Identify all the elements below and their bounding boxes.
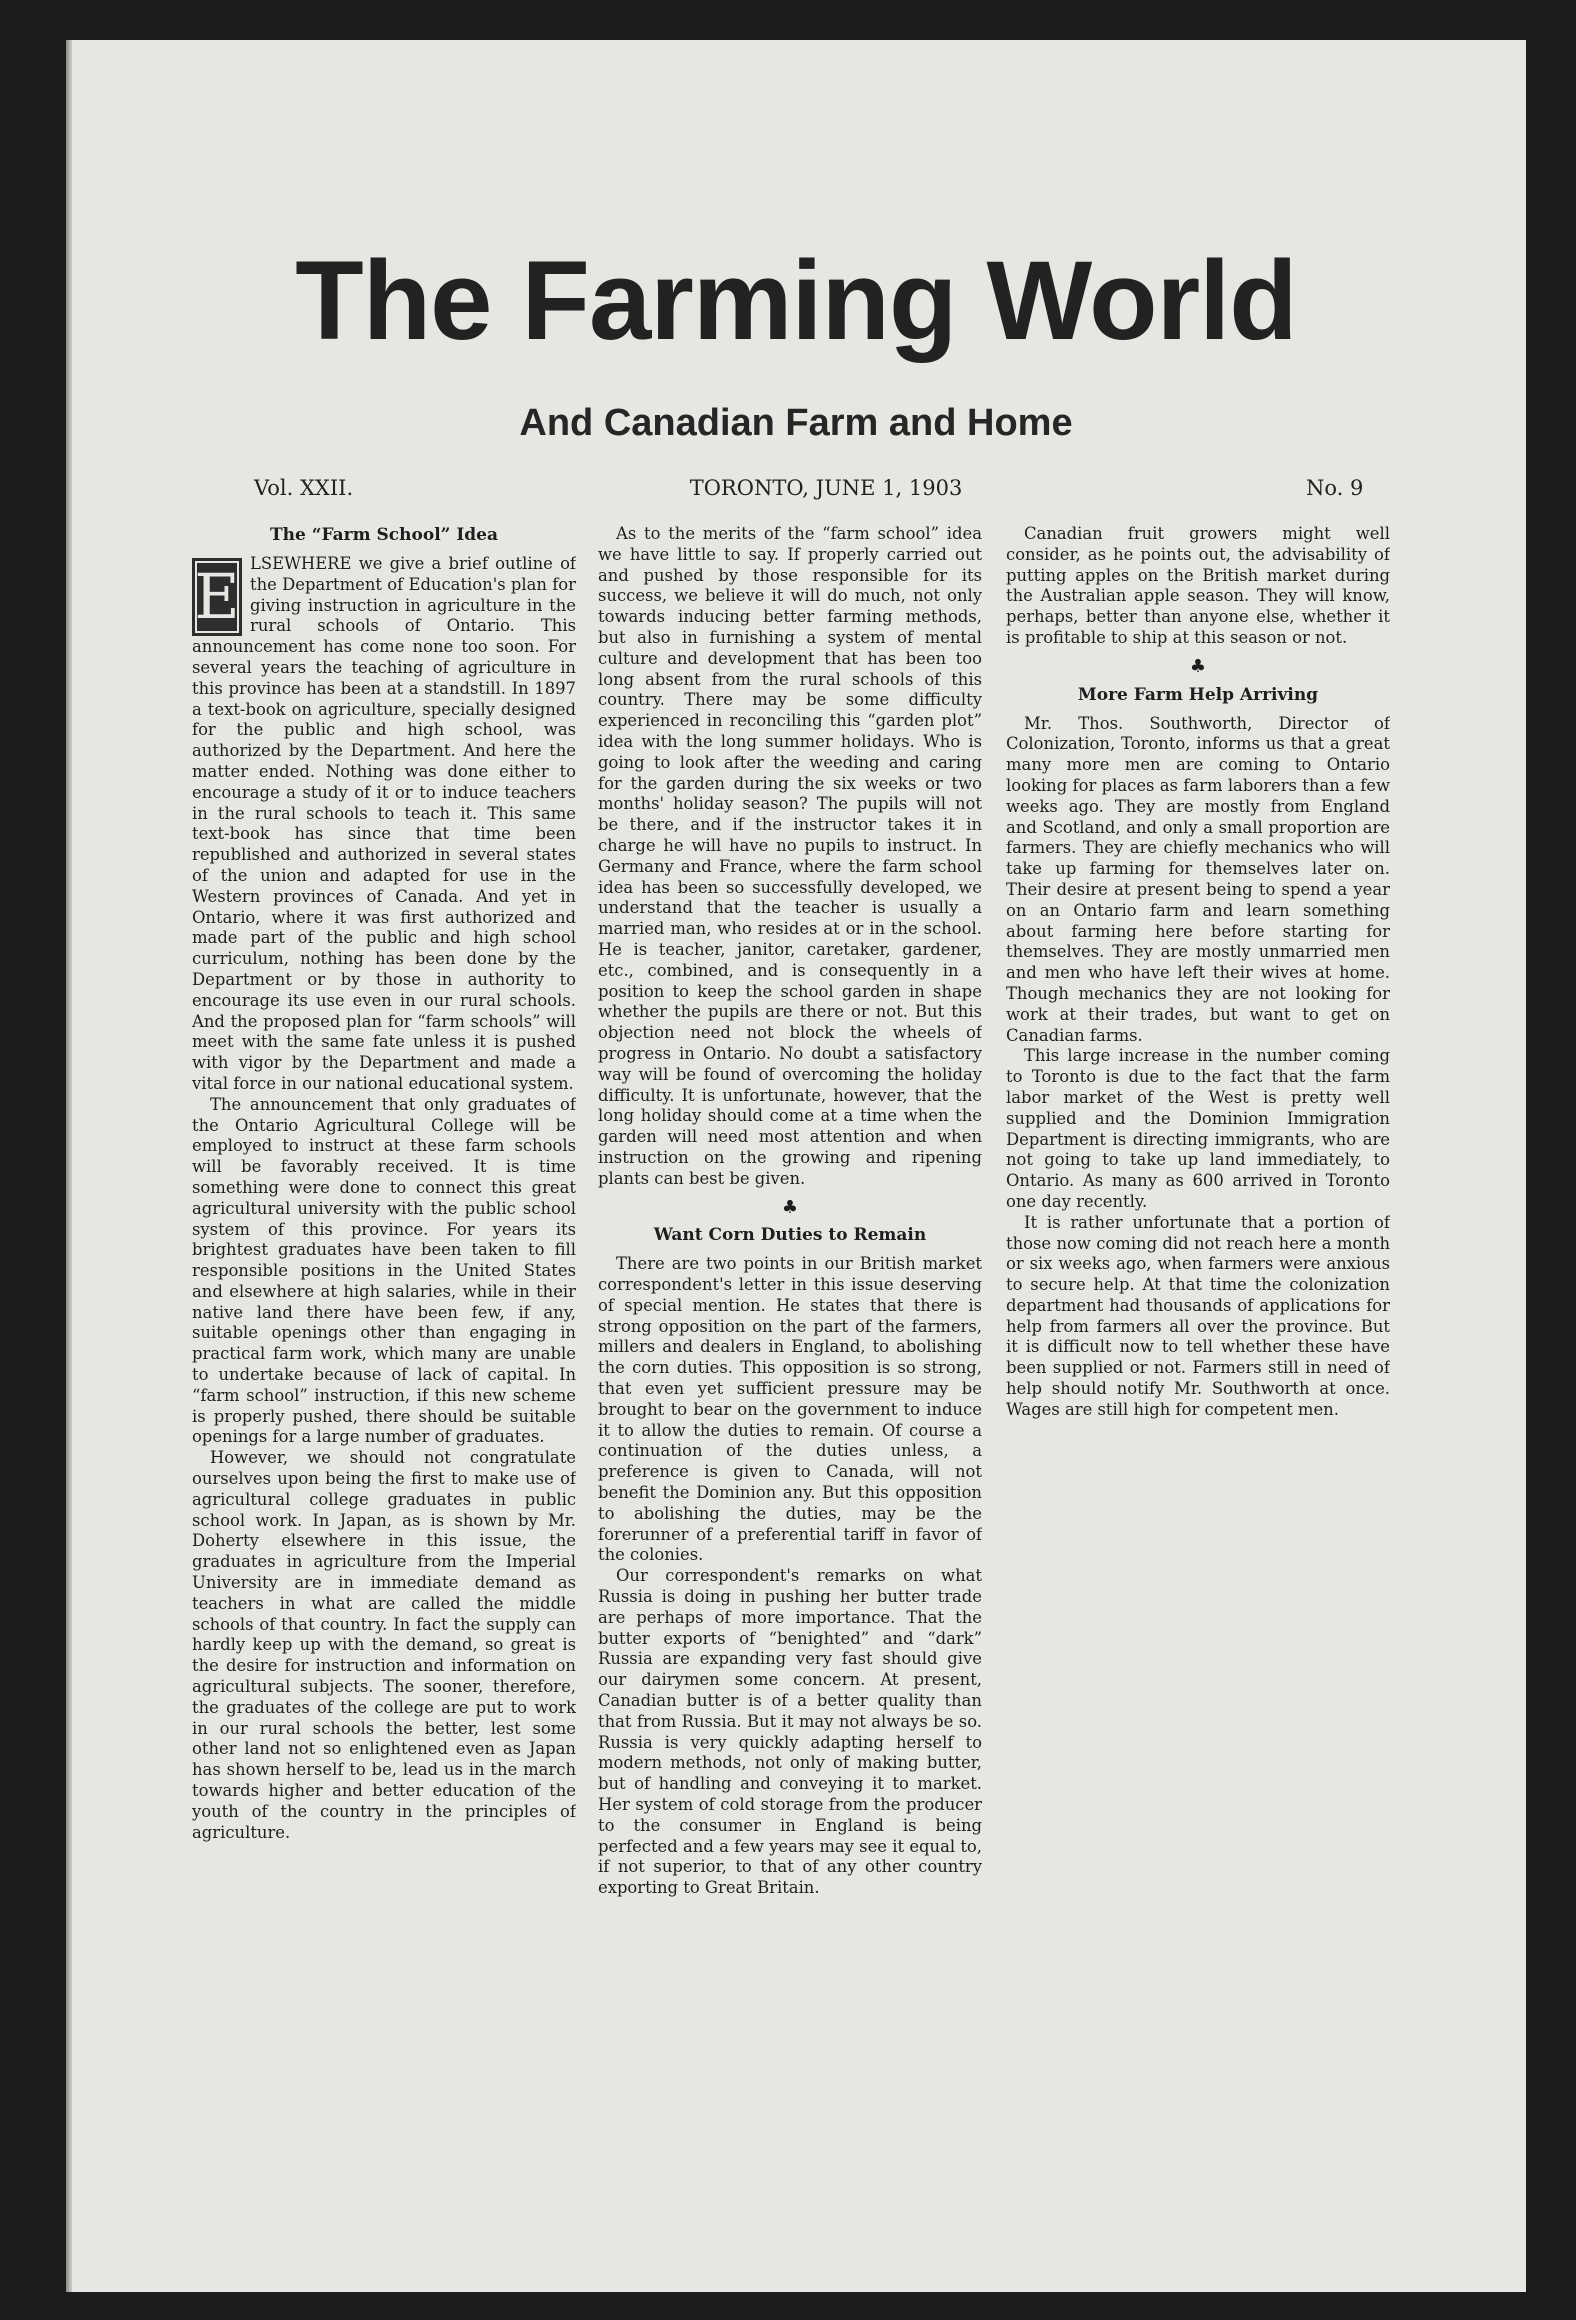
corn-duties-heading: Want Corn Duties to Remain — [653, 1225, 927, 1246]
farm-help-paragraph-2: This large increase in the number coming to Toronto is due to the fact that the farm labor market of the West is pretty well supplied and the Dominion Immigration Department is directing immigrants, who are not going to take up land immediately, to Ontario. As many as 600 arrived in Toronto one day recently. — [1006, 1046, 1390, 1211]
farm-school-paragraph-2: The announcement that only graduates of the Ontario Agricultural College will be employed to instruct at these farm schools will be favorably received. It is time something were done to connect this great agricultural university with the public school system of this province. For years its brightest graduates have been taken to fill responsible positions in the United States and elsewhere at high salaries, while in their native land there have been few, if any, suitable openings other than engaging in practical farm work, which many are unable to undertake because of lack of capital. In “farm school” instruction, if this new scheme is properly pushed, there should be suitable openings for a large number of graduates. — [192, 1094, 576, 1447]
newspaper-page — [66, 40, 1526, 2292]
corn-duties-paragraph-2: Our correspondent's remarks on what Russia is doing in pushing her butter trade are perhaps of more importance. That the butter exports of “benighted” and “dark” Russia are expanding very fast should give our dairymen some concern. At present, Canadian butter is of a better quality than that from Russia. But it may not always be so. Russia is very quickly adapting herself to modern methods, not only of making butter, but of handling and conveying it to market. Her system of cold storage from the producer to the consumer in England is being perfected and a few years may see it equal to, if not superior, to that of any other country exporting to Great Britain. — [598, 1566, 982, 1898]
farm-school-paragraph-4: As to the merits of the “farm school” idea we have little to say. If properly carried out and pushed by those responsible for its success, we believe it will do much, not only towards inducing better farming methods, but also in furnishing a system of mental culture and development that has been too long absent from the rural schools of this country. There may be some difficulty experienced in reconciling this “garden plot” idea with the long summer holidays. Who is going to look after the weeding and caring for the garden during the six weeks or two months' holiday season? The pupils will not be there, and if the instructor takes it in charge he will have no pupils to instruct. In Germany and France, where the farm school idea has been so successfully developed, we understand that the teacher is usually a married man, who resides at or in the school. He is teacher, janitor, caretaker, gardener, etc., combined, and is consequently in a position to keep the school garden in shape whether the pupils are there or not. But this objection need not block the wheels of progress in Ontario. No doubt a satisfactory way will be found of overcoming the holiday difficulty. It is unfortunate, however, that the long holiday should come at a time when the garden will need most attention and when instruction on the growing and ripening plants can best be given. — [598, 524, 982, 1188]
column-2 — [598, 524, 982, 2244]
issue-date: TORONTO, JUNE 1, 1903 — [689, 476, 963, 500]
issue-number: No. 9 — [1306, 476, 1364, 500]
farm-school-heading: The “Farm School” Idea — [269, 525, 499, 545]
farm-help-heading: More Farm Help Arriving — [1077, 684, 1319, 705]
corn-duties-paragraph-3: Canadian fruit growers might well consider, as he points out, the advisability of putting apples on the British market during the Australian apple season. They will know, perhaps, better than anyone else, whether it is profitable to ship at this season or not. — [1006, 524, 1390, 647]
corn-duties-paragraph-1: There are two points in our British market correspondent's letter in this issue deserving of special mention. He states that there is strong opposition on the part of the farmers, millers and dealers in England, to abolishing the corn duties. This opposition is so strong, that even yet sufficient pressure may be brought to bear on the government to induce it to allow the duties to remain. Of course a continuation of the duties unless, a preference is given to Canada, will not benefit the Dominion any. But this opposition to abolishing the duties, may be the forerunner of a preferential tariff in favor of the colonies. — [598, 1254, 982, 1565]
farm-help-paragraph-1: Mr. Thos. Southworth, Director of Colonization, Toronto, informs us that a great many more men are coming to Ontario looking for places as farm laborers than a few weeks ago. They are mostly from England and Scotland, and only a small proportion are farmers. They are chiefly mechanics who will take up farming for themselves later on. Their desire at present being to spend a year on an Ontario farm and learn something about farming here before starting for themselves. They are mostly unmarried men and men who have left their wives at home. Though mechanics they are not looking for work at their trades, but want to get on Canadian farms. — [1006, 713, 1390, 1045]
section-ornament-icon: ♣ — [1189, 655, 1207, 677]
farm-help-paragraph-3: It is rather unfortunate that a portion of those now coming did not reach here a month or six weeks ago, when farmers were anxious to secure help. At that time the colonization department had thousands of applications for help from farmers all over the province. But it is difficult now to tell whether these have been supplied or not. Farmers still in need of help should notify Mr. Southworth at once. Wages are still high for competent men. — [1006, 1212, 1390, 1419]
drop-cap-letter: E — [192, 558, 242, 636]
farm-school-paragraph-1: LSEWHERE we give a brief outline of the Department of Education's plan for giving instruction in agriculture in the rural schools of Ontario. This announcement has come none too soon. For several years the teaching of agriculture in this province has been at a standstill. In 1897 a text-book on agriculture, specially designed for the public and high school, was authorized by the Department. And here the matter ended. Nothing was done either to encourage a study of it or to induce teachers in the rural schools to teach it. This same text-book has since that time been republished and authorized in several states of the union and adapted for use in the Western provinces of Canada. And yet in Ontario, where it was first authorized and made part of the public and high school curriculum, nothing has been done by the Department or by those in authority to encourage its use even in our rural schools. And the proposed plan for “farm schools” will meet with the same fate unless it is pushed with vigor by the Department and made a vital force in our national educational system. — [192, 554, 576, 1093]
volume-label: Vol. XXII. — [254, 476, 354, 500]
section-ornament-icon: ♣ — [781, 1196, 799, 1218]
masthead-subtitle: And Canadian Farm and Home — [519, 402, 1073, 444]
column-1 — [192, 524, 576, 2244]
farm-school-paragraph-3: However, we should not congratulate ourselves upon being the first to make use of agricultural college graduates in public school work. In Japan, as is shown by Mr. Doherty elsewhere in this issue, the graduates in agriculture from the Imperial University are in immediate demand as teachers in what are called the middle schools of that country. In fact the supply can hardly keep up with the demand, so great is the desire for instruction and information on agricultural subjects. The sooner, therefore, the graduates of the college are put to work in our rural schools the better, lest some other land not so enlightened even as Japan has shown herself to be, lead us in the march towards higher and better education of the youth of the country in the principles of agriculture. — [192, 1448, 576, 1842]
page-spine-edge — [66, 40, 72, 2292]
masthead-title: The Farming World — [295, 238, 1297, 363]
column-3 — [1006, 524, 1390, 2244]
